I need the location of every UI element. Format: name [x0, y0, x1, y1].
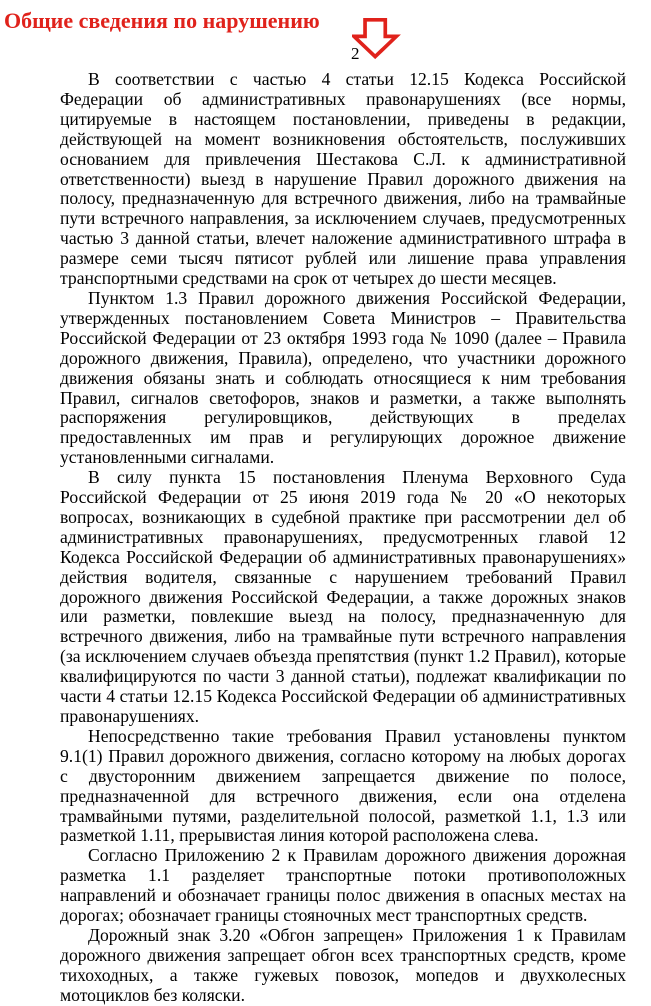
paragraph-marking-1-1: Согласно Приложению 2 к Правилам дорожного движения дорожная разметка 1.1 разделяет транспортные потоки противоположных направлений и обозначает границы полос движения в опасных местах на дорогах; обозначает границы стояночных мест транспортных средств. [60, 845, 626, 926]
paragraph-liability: В соответствии с частью 4 статьи 12.15 Кодекса Российской Федерации об административных правонарушениях (все нормы, цитируемые в настоящем постановлении, приведены в редакции, действующей на момент возникновения обстоятельств, послуживших основанием для привлечения Шестакова С.Л. к административной ответственности) выезд в нарушение Правил дорожного движения на полосу, предназначенную для встречного движения, либо на трамвайные пути встречного направления, за исключением случаев, предусмотренных частью 3 данной статьи, влечет наложение административного штрафа в размере семи тысяч пятисот рублей или лишение права управления транспортными средствами на срок от четырех до шести месяцев. [60, 69, 626, 289]
annotation-title: Общие сведения по нарушению [4, 8, 320, 33]
paragraph-traffic-rules: Пунктом 1.3 Правил дорожного движения Российской Федерации, утвержденных постановлением Совета Министров – Правительства Российской Федерации от 23 октября 1993 года № 1090 (далее – Правила дорожного движения, Правила), определено, что участники дорожного движения обязаны знать и соблюдать относящиеся к ним требования Правил, сигналов светофоров, знаков и разметки, а также выполнять распоряжения регулировщиков, действующих в пределах предоставленных им прав и регулирующих дорожное движение установленными сигналами. [60, 287, 626, 468]
document-body [60, 70, 626, 1006]
paragraph-plenum-resolution: В силу пункта 15 постановления Пленума Верховного Суда Российской Федерации от 25 июня 2019 года № 20 «О некоторых вопросах, возникающих в судебной практике при рассмотрении дел об административных правонарушениях, предусмотренных главой 12 Кодекса Российской Федерации об административных правонарушениях» действия водителя, связанные с нарушением требований Правил дорожного движения Российской Федерации, а также дорожных знаков или разметки, повлекшие выезд на полосу, предназначенную для встречного движения, либо на трамвайные пути встречного направления (за исключением случаев объезда препятствия (пункт 1.2 Правил), которые квалифицируются по части 3 данной статьи), подлежат квалификации по части 4 статьи 12.15 Кодекса Российской Федерации об административных правонарушениях. [60, 467, 626, 726]
paragraph-rule-9-1-1: Непосредственно такие требования Правил установлены пунктом 9.1(1) Правил дорожного движения, согласно которому на любых дорогах с двусторонним движением запрещается движение по полосе, предназначенной для встречного движения, если она отделена трамвайными путями, разделительной полосой, разметкой 1.1, 1.3 или разметкой 1.11, прерывистая линия которой расположена слева. [60, 725, 626, 846]
page-number: 2 [351, 44, 360, 63]
down-arrow-icon [352, 18, 402, 62]
paragraph-sign-3-20: Дорожный знак 3.20 «Обгон запрещен» Приложения 1 к Правилам дорожного движения запрещает обгон всех транспортных средств, кроме тихоходных, а также гужевых повозок, мопедов и двухколесных мотоциклов без коляски. [60, 924, 626, 1005]
